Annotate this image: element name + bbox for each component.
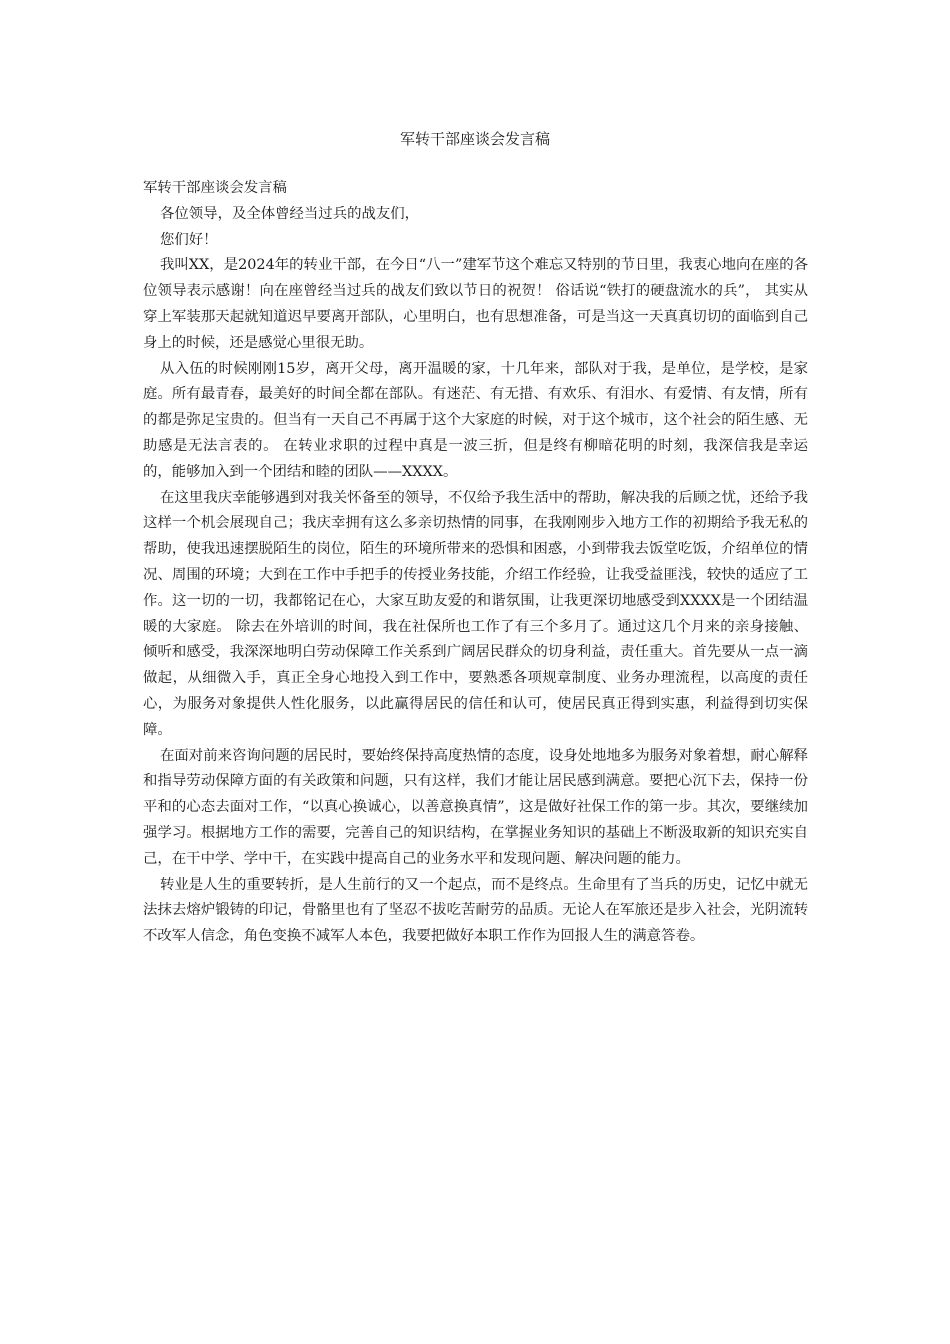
body-paragraph: 在这里我庆幸能够遇到对我关怀备至的领导，不仅给予我生活中的帮助，解决我的后顾之忧，还给予我这样一个机会展现自己；我庆幸拥有这么多亲切热情的同事，在我刚刚步入地方工作的初期给予我无私的帮助，使我迅速摆脱陌生的岗位，陌生的环境所带来的恐惧和困惑，小到带我去饭堂吃饭，介绍单位的情况、周围的环境；大到在工作中手把手的传授业务技能，介绍工作经验，让我受益匪浅，较快的适应了工作。这一切的一切，我都铭记在心，大家互助友爱的和谐氛围，让我更深切地感受到XXXX是一个团结温暖的大家庭。 除去在外培训的时间，我在社保所也工作了有三个多月了。通过这几个月来的亲身接触、倾听和感受，我深深地明白劳动保障工作关系到广阔居民群众的切身利益，责任重大。首先要从一点一滴做起，从细微入手，真正全身心地投入到工作中，要熟悉各项规章制度、业务办理流程，以高度的责任心，为服务对象提供人性化服务，以此赢得居民的信任和认可，使居民真正得到实惠，利益得到切实保障。 xyxy=(143,489,808,738)
closing-paragraph: 转业是人生的重要转折，是人生前行的又一个起点，而不是终点。生命里有了当兵的历史，记忆中就无法抹去熔炉锻铸的印记，骨骼里也有了坚忍不拔吃苦耐劳的品质。无论人在军旅还是步入社会，光阴流转不改军人信念，角色变换不减军人本色，我要把做好本职工作作为回报人生的满意答卷。 xyxy=(143,876,808,945)
document-body xyxy=(143,176,808,950)
body-paragraph: 我叫XX，是2024年的转业干部，在今日“八一”建军节这个难忘又特别的节日里，我衷心地向在座的各位领导表示感谢！向在座曾经当过兵的战友们致以节日的祝贺！ 俗话说“铁打的硬盘流水的兵”， 其实从穿上军装那天起就知道迟早要离开部队，心里明白，也有思想准备，可是当这一天真真切切的面临到自己身上的时候，还是感觉心里很无助。 xyxy=(143,257,808,351)
document-title: 军转干部座谈会发言稿 xyxy=(399,130,550,148)
body-paragraph: 在面对前来咨询问题的居民时，要始终保持高度热情的态度，设身处地地多为服务对象着想，耐心解释和指导劳动保障方面的有关政策和问题，只有这样，我们才能让居民感到满意。要把心沉下去，保持一份平和的心态去面对工作，“以真心换诚心，以善意换真情”，这是做好社保工作的第一步。其次，要继续加强学习。根据地方工作的需要，完善自己的知识结构，在掌握业务知识的基础上不断汲取新的知识充实自己，在干中学、学中干，在实践中提高自己的业务水平和发现问题、解决问题的能力。 xyxy=(143,747,808,867)
salutation-paragraph: 各位领导，及全体曾经当过兵的战友们， xyxy=(160,205,420,222)
greeting-paragraph: 您们好！ xyxy=(160,231,218,248)
body-paragraph: 从入伍的时候刚刚15岁，离开父母，离开温暖的家，十几年来，部队对于我，是单位，是学校，是家庭。所有最青春，最美好的时间全都在部队。有迷茫、有无措、有欢乐、有泪水、有爱情、有友情，所有的都是弥足宝贵的。但当有一天自己不再属于这个大家庭的时候，对于这个城市，这个社会的陌生感、无助感是无法言表的。 在转业求职的过程中真是一波三折，但是终有柳暗花明的时刻，我深信我是幸运的，能够加入到一个团结和睦的团队——XXXX。 xyxy=(143,360,808,480)
document-subtitle: 军转干部座谈会发言稿 xyxy=(143,180,287,196)
